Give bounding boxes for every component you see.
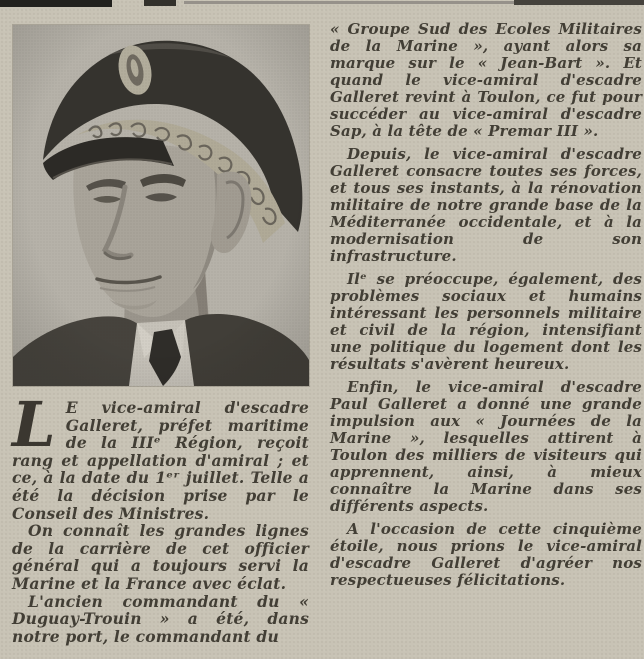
article-paragraph: A l'occasion de cette cinquième étoile, nous prions le vice-amiral d'escadre Galleret d'agréer nos respectueuses félicitations. bbox=[330, 520, 642, 589]
article-paragraph: Depuis, le vice-amiral d'escadre Galleret consacre toutes ses forces, et tous ses instants, à la rénovation militaire de notre grande base de la Méditerranée occidentale, et à la modernisation de son infrastructure. bbox=[330, 145, 642, 265]
article-paragraph: Enfin, le vice-amiral d'escadre Paul Galleret a donné une grande impulsion aux « Journées de la Marine », lesquelles attirent à Toulon des milliers de visiteurs qui apprennent, ainsi, à mieux connaître la Marine dans ses différents aspects. bbox=[330, 378, 642, 515]
scan-artifact-bar-small bbox=[144, 0, 176, 6]
left-column bbox=[12, 388, 309, 646]
article-paragraph: On connaît les grandes lignes de la carrière de cet officier général qui a toujours servi la Marine et la France avec éclat. bbox=[12, 521, 309, 593]
drop-cap-letter: L bbox=[12, 388, 56, 461]
scan-artifact-rule bbox=[184, 1, 514, 4]
article-paragraph bbox=[12, 388, 309, 523]
right-column bbox=[330, 21, 642, 595]
article-paragraph: Ilᵉ se préoccupe, également, des problèmes sociaux et humains intéressant les personnels militaire et civil de la région, intensifiant une politique du logement dont les résultats s'avèrent heureux. bbox=[330, 270, 642, 373]
article-paragraph: « Groupe Sud des Ecoles Militaires de la Marine », ayant alors sa marque sur le « Jean-Bart ». Et quand le vice-amiral d'escadre Galleret revint à Toulon, ce fut pour succéder au vice-amiral d'escadre Sap, à la tête de « Premar III ». bbox=[330, 20, 642, 140]
portrait-photo bbox=[13, 25, 309, 386]
paragraph-text: E vice-amiral d'escadre Galleret, préfet maritime de la IIIᵉ Région, reçoit rang et appellation d'amiral ; et ce, à la date du 1ᵉʳ juillet. Telle a été la décision prise par le Conseil des Ministres. bbox=[12, 398, 309, 523]
scan-artifact-bar-left bbox=[0, 0, 112, 7]
portrait-illustration bbox=[13, 25, 309, 386]
article-paragraph: L'ancien commandant du « Duguay-Trouin » a été, dans notre port, le commandant du bbox=[12, 591, 309, 646]
scan-artifact-bar-right bbox=[514, 0, 644, 5]
